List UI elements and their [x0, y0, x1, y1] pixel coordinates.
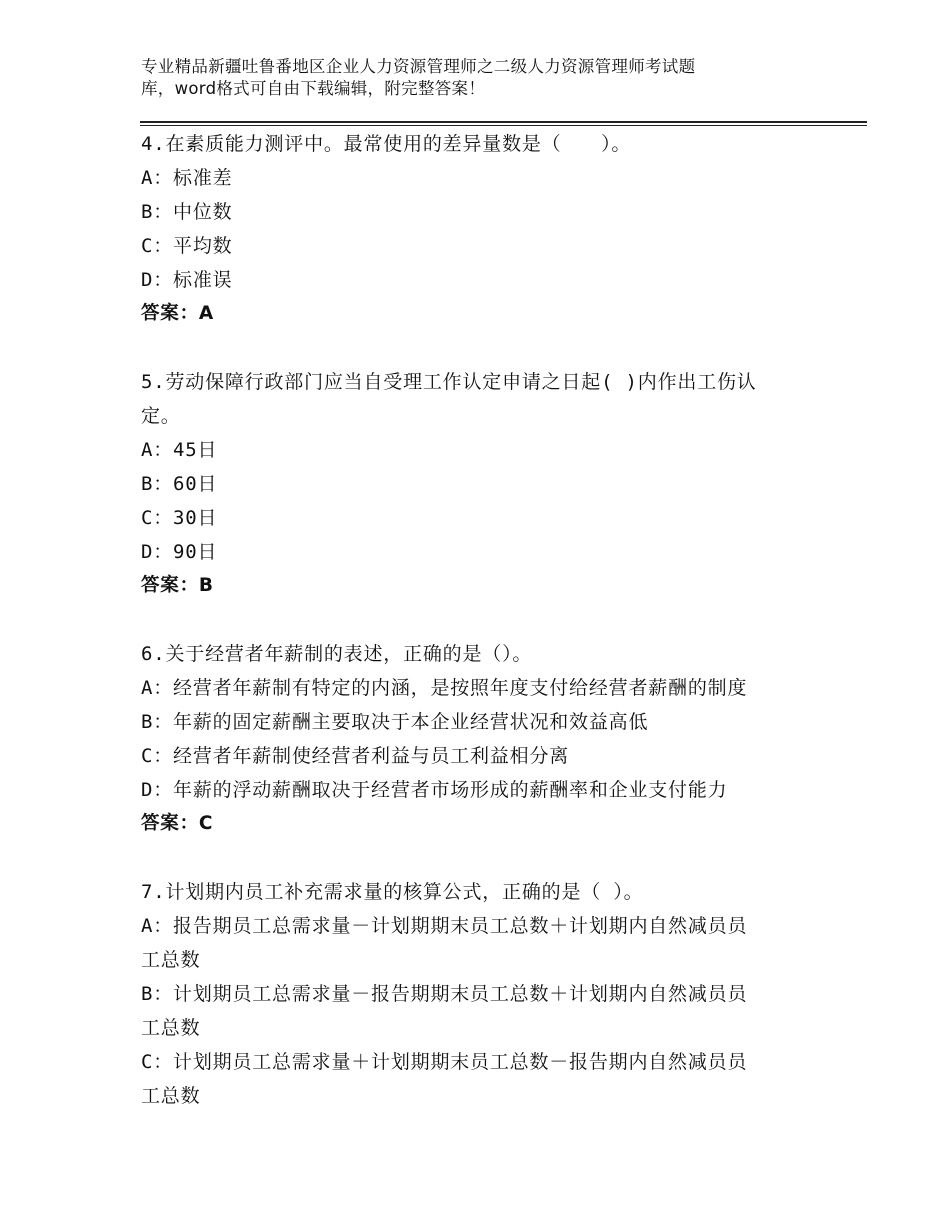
option-b: B：计划期员工总需求量－报告期期末员工总数＋计划期内自然减员员: [141, 983, 748, 1005]
answer-label: 答案：C: [141, 813, 214, 834]
question-6: [141, 637, 821, 841]
answer-label: 答案：A: [141, 303, 215, 324]
question-4: [141, 127, 821, 331]
option-d: D：年薪的浮动薪酬取决于经营者市场形成的薪酬率和企业支付能力: [141, 779, 728, 801]
question-stem: 7.计划期内员工补充需求量的核算公式，正确的是（ ）。: [141, 881, 644, 903]
option-b-continued: 工总数: [141, 1017, 201, 1039]
option-c: C：30日: [141, 507, 218, 529]
document-header: [141, 56, 821, 100]
header-line-1: 专业精品新疆吐鲁番地区企业人力资源管理师之二级人力资源管理师考试题: [141, 57, 696, 76]
question-stem-continued: 定。: [141, 405, 181, 427]
option-a: A：45日: [141, 439, 218, 461]
question-stem: 5.劳动保障行政部门应当自受理工作认定申请之日起( )内作出工伤认: [141, 371, 757, 393]
answer-label: 答案：B: [141, 575, 214, 596]
option-a: A：报告期员工总需求量－计划期期末员工总数＋计划期内自然减员员: [141, 915, 748, 937]
header-rule-thick: [140, 121, 867, 123]
spacer: [141, 331, 821, 365]
option-d: D：90日: [141, 541, 218, 563]
option-b: B：60日: [141, 473, 218, 495]
question-list: [141, 127, 821, 1113]
option-c-continued: 工总数: [141, 1085, 201, 1107]
option-a: A：标准差: [141, 167, 233, 189]
option-c: C：计划期员工总需求量＋计划期期末员工总数－报告期内自然减员员: [141, 1051, 748, 1073]
question-5: [141, 365, 821, 603]
question-stem: 6.关于经营者年薪制的表述，正确的是（）。: [141, 643, 533, 665]
option-b: B：中位数: [141, 201, 233, 223]
spacer: [141, 841, 821, 875]
header-line-2: 库，word格式可自由下载编辑，附完整答案！: [141, 79, 486, 98]
header-rule-thin: [140, 125, 867, 126]
option-a-continued: 工总数: [141, 949, 201, 971]
question-7: [141, 875, 821, 1113]
option-c: C：经营者年薪制使经营者利益与员工利益相分离: [141, 745, 570, 767]
option-d: D：标准误: [141, 269, 233, 291]
question-stem: 4.在素质能力测评中。最常使用的差异量数是（ ）。: [141, 133, 632, 155]
option-a: A：经营者年薪制有特定的内涵，是按照年度支付给经营者薪酬的制度: [141, 677, 748, 699]
option-c: C：平均数: [141, 235, 233, 257]
spacer: [141, 603, 821, 637]
option-b: B：年薪的固定薪酬主要取决于本企业经营状况和效益高低: [141, 711, 649, 733]
